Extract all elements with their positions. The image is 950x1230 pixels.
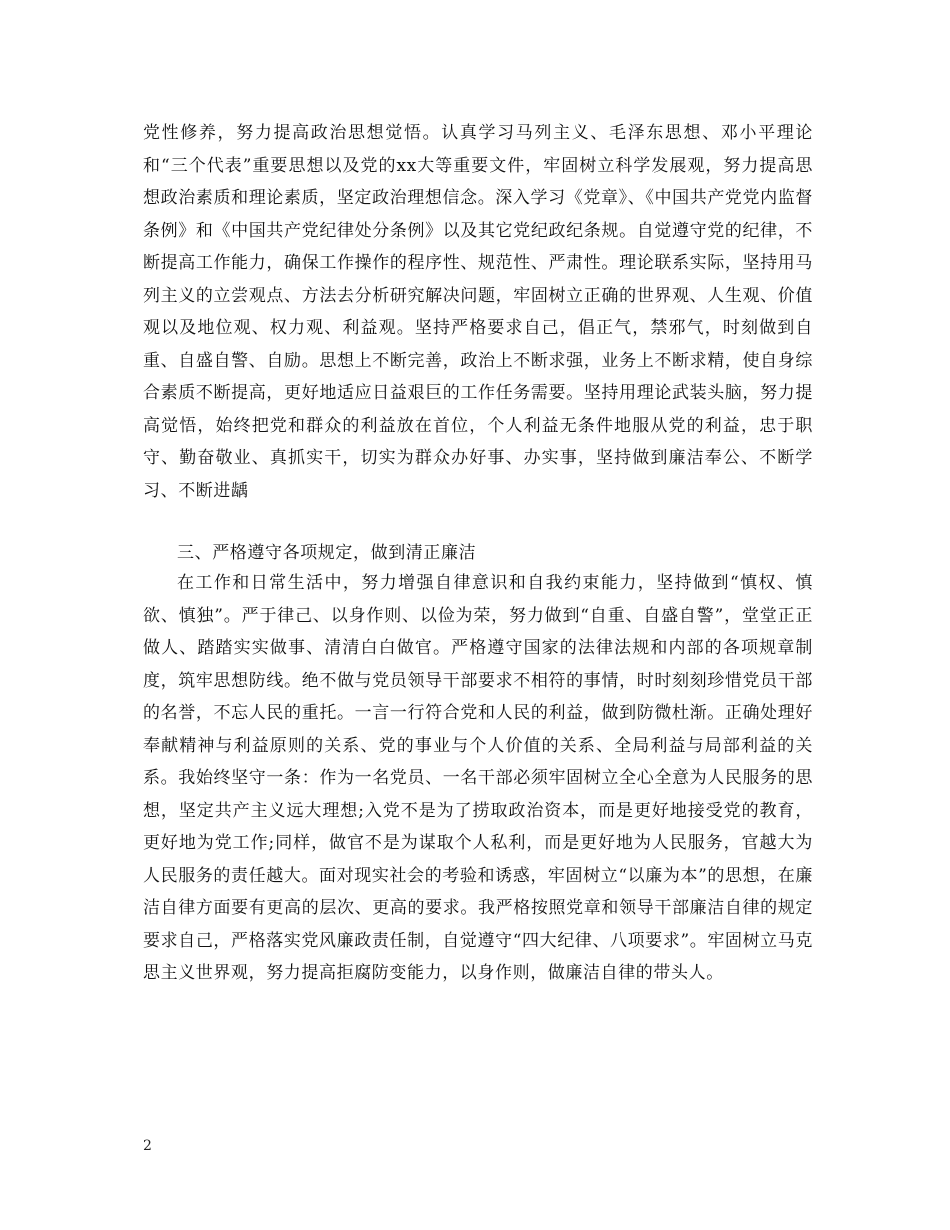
section-heading: 三、严格遵守各项规定，做到清正廉洁: [177, 543, 477, 563]
page-number: 2: [143, 1138, 152, 1154]
paragraph-continuation: 党性修养，努力提高政治思想觉悟。认真学习马列主义、毛泽东思想、邓小平理论和“三个代表”重要思想以及党的xx大等重要文件，牢固树立科学发展观，努力提高思想政治素质和理论素质，坚定政治理想信念。深入学习《党章》、《中国共产党党内监督条例》和《中国共产党纪律处分条例》以及其它党纪政纪条规。自觉遵守党的纪律，不断提高工作能力，确保工作操作的程序性、规范性、严肃性。理论联系实际，坚持用马列主义的立尝观点、方法去分析研究解决问题，牢固树立正确的世界观、人生观、价值观以及地位观、权力观、利益观。坚持严格要求自己，倡正气，禁邪气，时刻做到自重、自盛自警、自励。思想上不断完善，政治上不断求强，业务上不断求精，使自身综合素质不断提高，更好地适应日益艰巨的工作任务需要。坚持用理论武装头脑，努力提高觉悟，始终把党和群众的利益放在首位，个人利益无条件地服从党的利益，忠于职守、勤奋敬业、真抓实干，切实为群众办好事、办实事，坚持做到廉洁奉公、不断学习、不断进龋: [143, 123, 813, 501]
section-heading-block: [143, 537, 813, 570]
paragraph-main: 在工作和日常生活中，努力增强自律意识和自我约束能力，坚持做到“慎权、慎欲、慎独”。严于律己、以身作则、以俭为荣，努力做到“自重、自盛自警”，堂堂正正做人、踏踏实实做事、清清白白做官。严格遵守国家的法律法规和内部的各项规章制度，筑牢思想防线。绝不做与党员领导干部要求不相符的事情，时时刻刻珍惜党员干部的名誉，不忘人民的重托。一言一行符合党和人民的利益，做到防微杜渐。正确处理好奉献精神与利益原则的关系、党的事业与个人价值的关系、全局利益与局部利益的关系。我始终坚守一条：作为一名党员、一名干部必须牢固树立全心全意为人民服务的思想，坚定共产主义远大理想;入党不是为了捞取政治资本，而是更好地接受党的教育，更好地为党工作;同样，做官不是为谋取个人私利，而是更好地为人民服务，官越大为人民服务的责任越大。面对现实社会的考验和诱惑，牢固树立“以廉为本”的思想，在廉洁自律方面要有更高的层次、更高的要求。我严格按照党章和领导干部廉洁自律的规定要求自己，严格落实党风廉政责任制，自觉遵守“四大纪律、八项要求”。牢固树立马克思主义世界观，努力提高拒腐防变能力，以身作则，做廉洁自律的带头人。: [143, 573, 813, 983]
body-text-block-1: [143, 117, 813, 507]
body-text-block-2: [143, 567, 813, 990]
